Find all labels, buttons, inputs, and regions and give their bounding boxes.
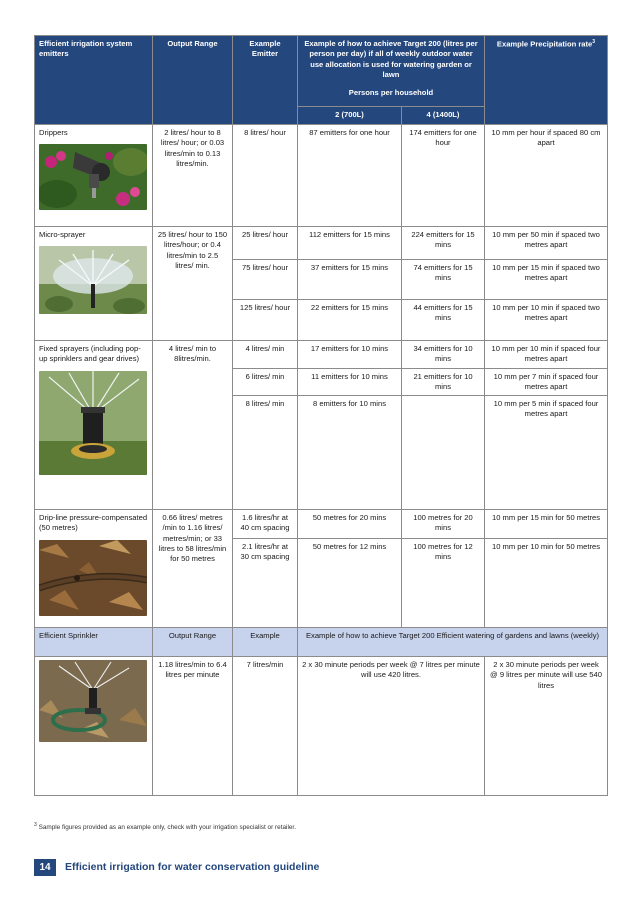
row-name-sprinkler [35, 657, 153, 796]
header-efficient-sprinkler: Efficient Sprinkler [35, 628, 153, 657]
irrigation-table [34, 35, 608, 796]
header-target-200: Example of how to achieve Target 200 (litres per person per day) if all of weekly outdoor water use allocation is used for watering garden or lawn Persons per household [298, 36, 485, 107]
four-persons-fixed-2: 21 emitters for 10 mins [402, 368, 485, 396]
range-drippers: 2 litres/ hour to 8 litres/ hour; or 0.03 litres/min to 0.13 litres/min. [153, 125, 233, 227]
rate-fixed-3: 10 mm per 5 min if spaced four metres apart [485, 396, 608, 510]
header-sprinkler-example: Example [233, 628, 298, 657]
emitter-micro-2: 75 litres/ hour [233, 260, 298, 300]
emitter-sprinkler: 7 litres/min [233, 657, 298, 796]
range-sprinkler: 1.18 litres/min to 6.4 litres per minute [153, 657, 233, 796]
table-row [35, 657, 608, 796]
emitter-fixed-2: 6 litres/ min [233, 368, 298, 396]
row-name-drip-line: Drip-line pressure-compensated (50 metres) [35, 510, 153, 628]
rate-drippers-1: 10 mm per hour if spaced 80 cm apart [485, 125, 608, 227]
footnote [34, 822, 296, 831]
header-output-range: Output Range [153, 36, 233, 125]
two-persons-dripline-1: 50 metres for 20 mins [298, 510, 402, 539]
drip-line-photo [39, 540, 147, 616]
emitter-fixed-3: 8 litres/ min [233, 396, 298, 510]
fixed-sprayer-photo [39, 371, 147, 475]
rate-fixed-1: 10 mm per 10 min if spaced four metres apart [485, 341, 608, 369]
rate-fixed-2: 10 mm per 7 min if spaced four metres apart [485, 368, 608, 396]
row-name-fixed-sprayers: Fixed sprayers (including pop-up sprinklers and gear drives) [35, 341, 153, 510]
footer-title: Efficient irrigation for water conservation guideline [65, 861, 320, 873]
emitter-dripline-2: 2.1 litres/hr at 30 cm spacing [233, 539, 298, 628]
four-persons-sprinkler: 2 x 30 minute periods per week @ 9 litres per minute will use 540 litres [485, 657, 608, 796]
header-emitters: Efficient irrigation system emitters [35, 36, 153, 125]
row-name-micro-sprayer: Micro-sprayer [35, 227, 153, 341]
sprinkler-photo [39, 660, 147, 742]
two-persons-sprinkler: 2 x 30 minute periods per week @ 7 litres per minute will use 420 litres. [298, 657, 485, 796]
header-sprinkler-target-200: Example of how to achieve Target 200 Efficient watering of gardens and lawns (weekly) [298, 628, 608, 657]
emitter-fixed-1: 4 litres/ min [233, 341, 298, 369]
row-name-drippers: Drippers [35, 125, 153, 227]
header-example-emitter: Example Emitter [233, 36, 298, 125]
footnote-text: Sample figures provided as an example only, check with your irrigation specialist or retailer. [38, 824, 296, 832]
four-persons-dripline-1: 100 metres for 20 mins [402, 510, 485, 539]
micro-sprayer-photo [39, 246, 147, 314]
emitter-micro-1: 25 litres/ hour [233, 227, 298, 260]
header-four-persons: 4 (1400L) [402, 106, 485, 124]
rate-dripline-1: 10 mm per 15 min for 50 metres [485, 510, 608, 539]
header-sprinkler-output-range: Output Range [153, 628, 233, 657]
range-fixed-sprayers: 4 litres/ min to 8litres/min. [153, 341, 233, 510]
table-header-row [35, 36, 608, 107]
four-persons-dripline-2: 100 metres for 12 mins [402, 539, 485, 628]
two-persons-drippers-1: 87 emitters for one hour [298, 125, 402, 227]
emitter-dripline-1: 1.6 litres/hr at 40 cm spacing [233, 510, 298, 539]
two-persons-fixed-1: 17 emitters for 10 mins [298, 341, 402, 369]
two-persons-micro-1: 112 emitters for 15 mins [298, 227, 402, 260]
four-persons-drippers-1: 174 emitters for one hour [402, 125, 485, 227]
four-persons-micro-3: 44 emitters for 15 mins [402, 300, 485, 341]
page-number: 14 [34, 859, 56, 876]
table-row [35, 227, 608, 260]
dripper-photo [39, 144, 147, 210]
two-persons-dripline-2: 50 metres for 12 mins [298, 539, 402, 628]
page-footer [34, 857, 319, 877]
header-two-persons: 2 (700L) [298, 106, 402, 124]
range-micro-sprayer: 25 litres/ hour to 150 litres/hour; or 0.4 litres/min to 2.5 litres/ min. [153, 227, 233, 341]
two-persons-micro-3: 22 emitters for 15 mins [298, 300, 402, 341]
table-row [35, 125, 608, 227]
header-persons-per-household: Persons per household [348, 88, 434, 97]
table-row [35, 510, 608, 539]
header-precipitation-rate: Example Precipitation rate$^3$ [485, 36, 608, 125]
two-persons-fixed-2: 11 emitters for 10 mins [298, 368, 402, 396]
four-persons-micro-1: 224 emitters for 15 mins [402, 227, 485, 260]
four-persons-micro-2: 74 emitters for 15 mins [402, 260, 485, 300]
sprinkler-header-row [35, 628, 608, 657]
rate-micro-2: 10 mm per 15 min if spaced two metres apart [485, 260, 608, 300]
emitter-micro-3: 125 litres/ hour [233, 300, 298, 341]
rate-micro-3: 10 mm per 10 min if spaced two metres apart [485, 300, 608, 341]
rate-dripline-2: 10 mm per 10 min for 50 metres [485, 539, 608, 628]
two-persons-fixed-3: 8 emitters for 10 mins [298, 396, 402, 510]
emitter-drippers-1: 8 litres/ hour [233, 125, 298, 227]
rate-micro-1: 10 mm per 50 min if spaced two metres apart [485, 227, 608, 260]
four-persons-fixed-1: 34 emitters for 10 mins [402, 341, 485, 369]
footnote-marker: 3 [34, 822, 37, 828]
four-persons-fixed-3 [402, 396, 485, 510]
range-drip-line: 0.66 litres/ metres /min to 1.16 litres/ metres/min; or 33 litres to 58 litres/min for 50 metres [153, 510, 233, 628]
two-persons-micro-2: 37 emitters for 15 mins [298, 260, 402, 300]
table-row [35, 341, 608, 369]
